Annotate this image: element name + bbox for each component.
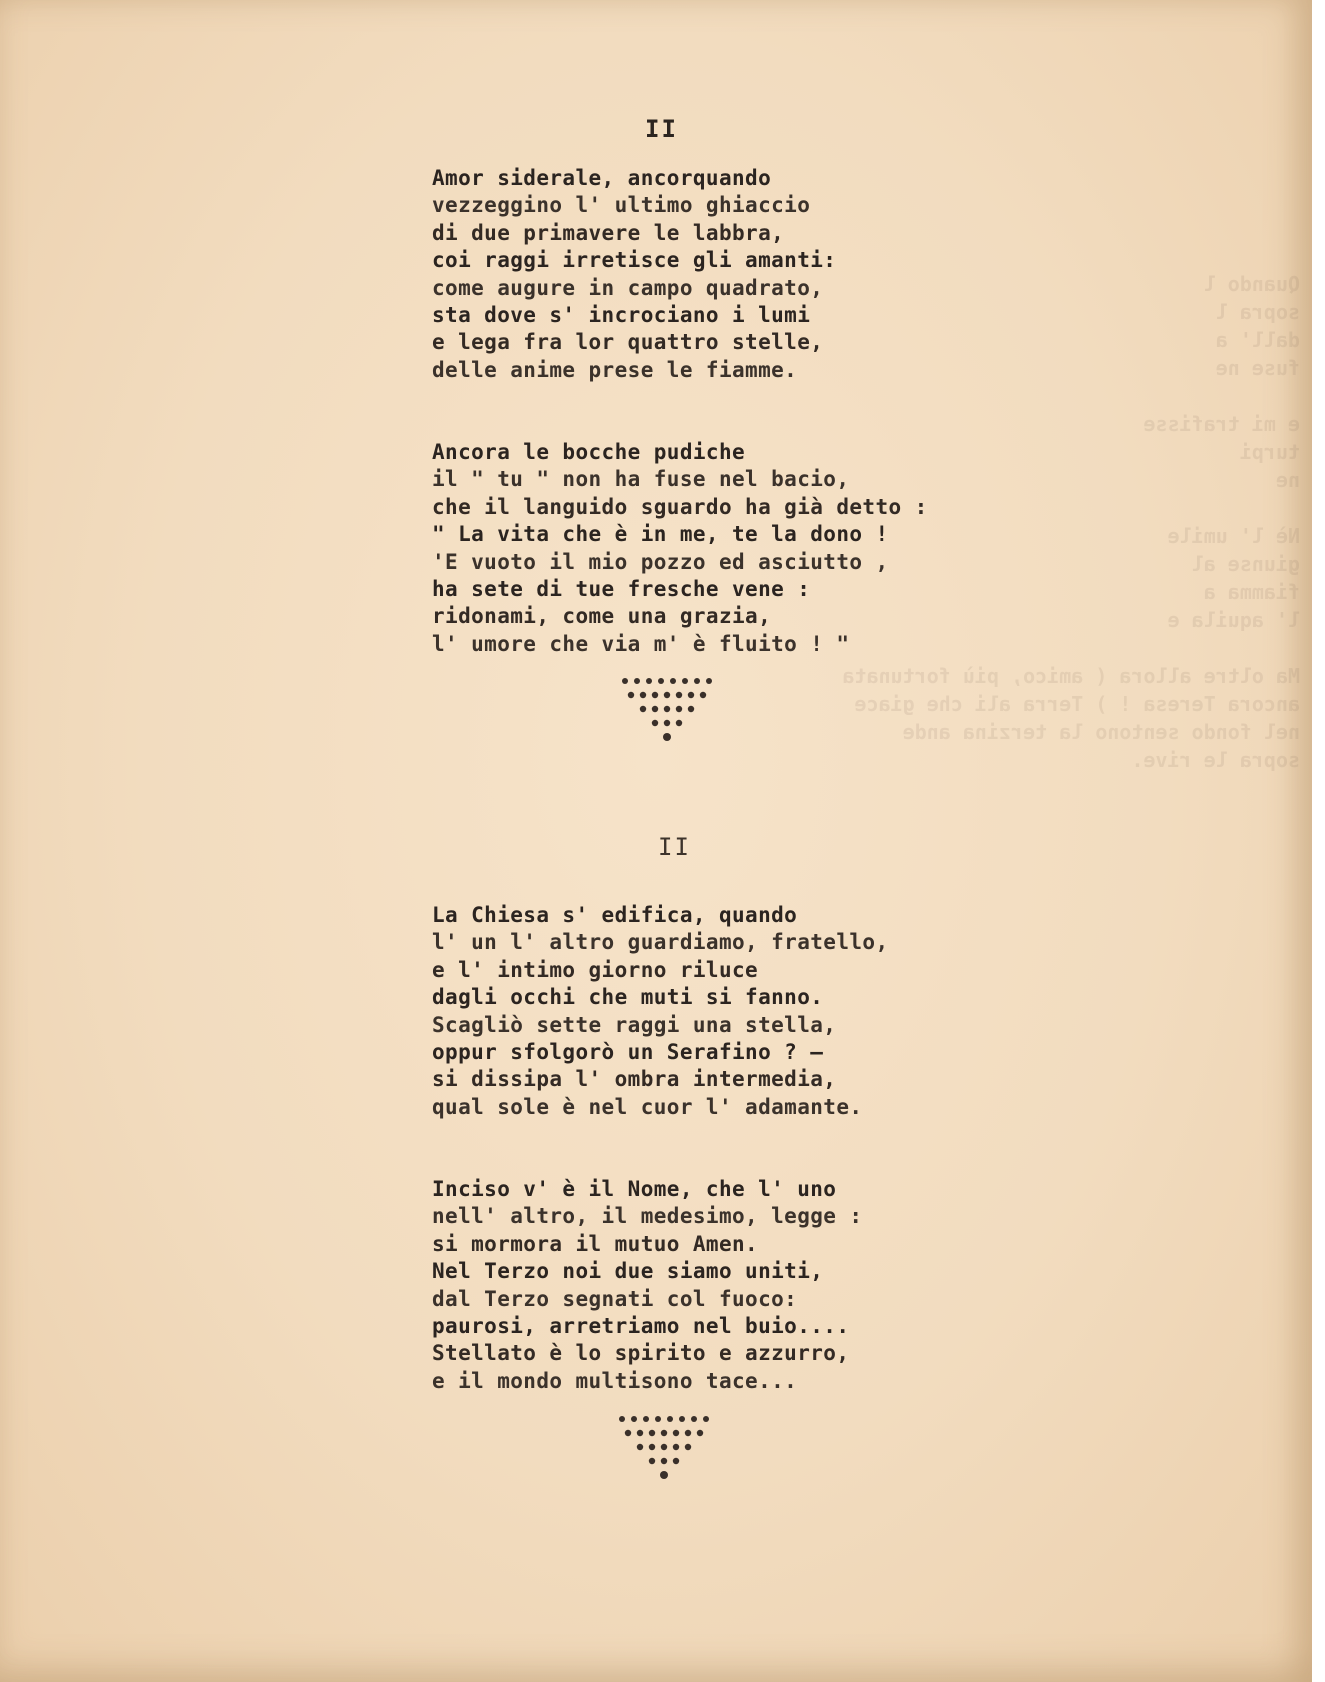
stanza-line: paurosi, arretriamo nel buio.... (432, 1314, 850, 1339)
stanza-line: vezzeggino l' ultimo ghiaccio (432, 193, 811, 218)
stanza-line: nell' altro, il medesimo, legge : (432, 1204, 863, 1229)
section-number: II (658, 833, 691, 861)
typewriter-ornament-icon (610, 1413, 720, 1493)
stanza-line: e il mondo multisono tace... (432, 1368, 798, 1393)
stanza-line: che il languido sguardo ha già detto : (432, 494, 928, 519)
stanza-line: si mormora il mutuo Amen. (432, 1231, 759, 1256)
stanza-line: ha sete di tue fresche vene : (432, 577, 811, 602)
show-through-text: Quando l sopra l dall' a fuse ne e mi trafisse turpi ne Nè l' umile giunse al fiamma a l' aquila e Ma oltre allora ( amico, più fortunata ancora Teresa ! ) Terra ali che giace nel fondo sentono la terzina ande sopra le rive. (842, 272, 1300, 772)
stanza-line: 'E vuoto il mio pozzo ed asciutto , (432, 549, 889, 574)
stanza-1 (432, 165, 836, 384)
stanza-2 (432, 439, 928, 658)
stanza-line: Inciso v' è il Nome, che l' uno (432, 1177, 837, 1201)
stanza-line: dal Terzo segnati col fuoco: (432, 1286, 798, 1311)
stanza-line: Nel Terzo noi due siamo uniti, (432, 1259, 824, 1284)
stanza-line: dagli occhi che muti si fanno. (432, 985, 824, 1010)
stanza-line: sta dove s' incrociano i lumi (432, 303, 811, 328)
stanza-line: oppur sfolgorò un Serafino ? — (432, 1040, 824, 1065)
stanza-line: si dissipa l' ombra intermedia, (432, 1067, 837, 1092)
stanza-line: e l' intimo giorno riluce (432, 957, 759, 982)
stanza-line: Stellato è lo spirito e azzurro, (432, 1341, 850, 1366)
stanza-line: " La vita che è in me, te la dono ! (432, 522, 889, 547)
stanza-line: di due primavere le labbra, (432, 220, 785, 245)
stanza-line: Scagliò sette raggi una stella, (432, 1012, 837, 1037)
page-number: II (645, 115, 678, 143)
stanza-line: Amor siderale, ancorquando (432, 166, 772, 190)
stanza-line: qual sole è nel cuor l' adamante. (432, 1094, 863, 1119)
stanza-4 (432, 1176, 862, 1395)
stanza-line: Ancora le bocche pudiche (432, 440, 746, 464)
stanza-line: coi raggi irretisce gli amanti: (432, 248, 837, 273)
stanza-line: delle anime prese le fiamme. (432, 357, 798, 382)
typewriter-ornament-icon (613, 675, 723, 755)
stanza-line: La Chiesa s' edifica, quando (432, 903, 798, 927)
stanza-line: come augure in campo quadrato, (432, 275, 824, 300)
stanza-line: e lega fra lor quattro stelle, (432, 330, 824, 355)
stanza-line: il " tu " non ha fuse nel bacio, (432, 467, 850, 492)
stanza-line: l' umore che via m' è fluito ! " (432, 631, 850, 656)
scan-margin (1312, 0, 1325, 1682)
stanza-line: ridonami, come una grazia, (432, 604, 772, 629)
stanza-3 (432, 902, 889, 1121)
stanza-line: l' un l' altro guardiamo, fratello, (432, 930, 889, 955)
